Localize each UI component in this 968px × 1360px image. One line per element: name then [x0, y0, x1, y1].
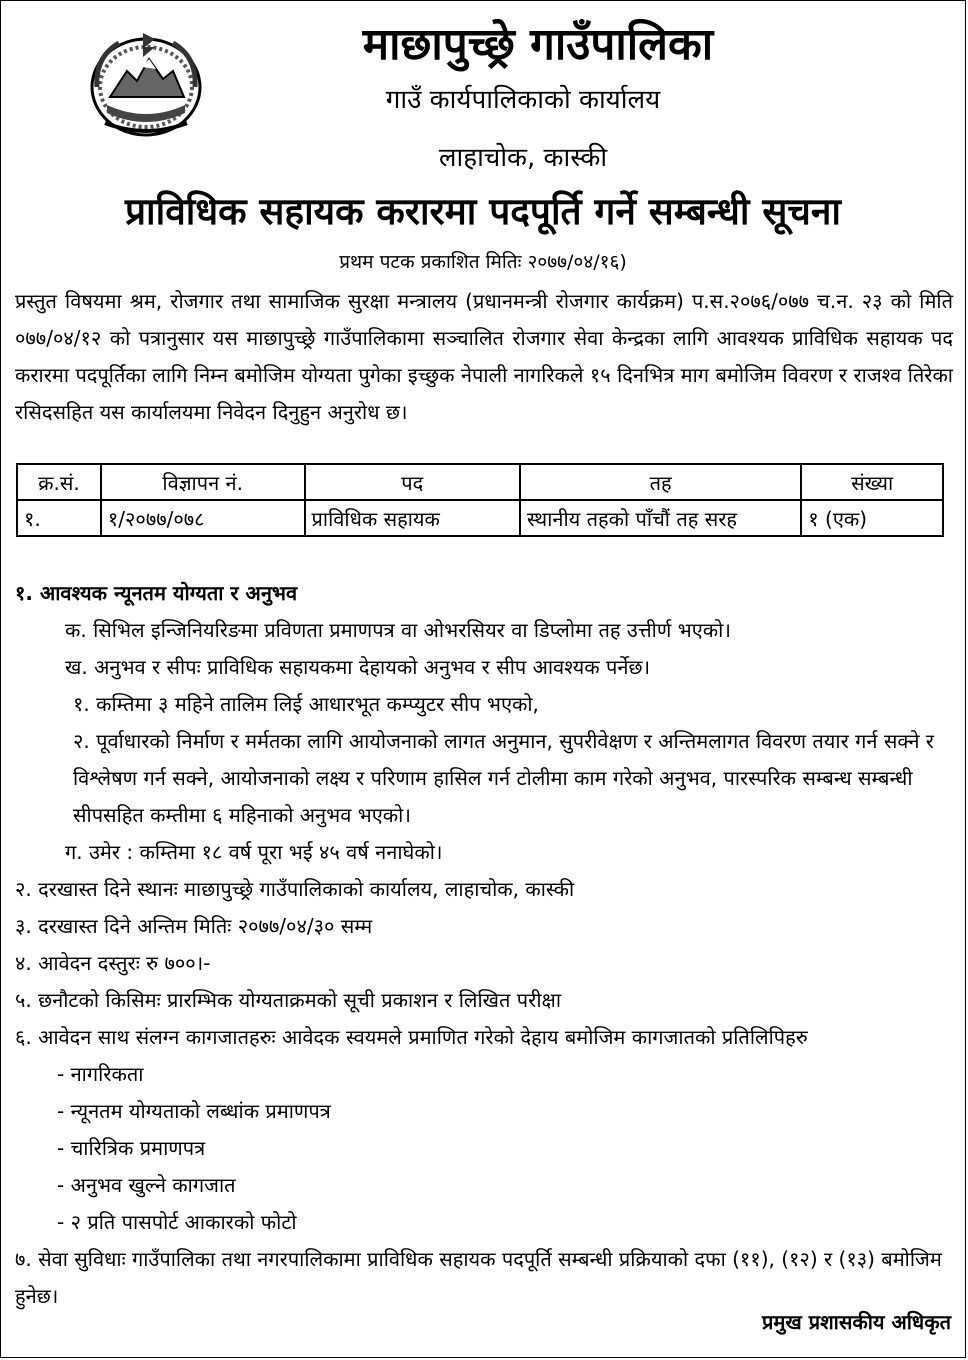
table-cell: १ (एक): [801, 500, 943, 536]
qualification-experience: ख. अनुभव र सीपः प्राविधिक सहायकमा देहायको अनुभव र सीप आवश्यक पर्नेछ।: [65, 655, 651, 679]
column-header: संख्या: [801, 464, 943, 500]
column-header: तह: [520, 464, 801, 500]
municipality-name: माछापुच्छ्रे गाउँपालिका: [362, 19, 714, 70]
section-application-place: २. दरखास्त दिने स्थानः माछापुच्छ्रे गाउँपालिकाको कार्यालय, लाहाचोक, कास्की: [15, 877, 575, 901]
section-documents: ६. आवेदन साथ संलग्न कागजातहरुः आवेदक स्वयमले प्रमाणित गरेको देहाय बमोजिम कागजातको प्रतिलिपिहरु: [15, 1025, 808, 1049]
table-cell: १.: [17, 500, 101, 536]
notice-body: [15, 575, 953, 1315]
published-date: प्रथम पटक प्रकाशित मितिः २०७७/०४/१६): [339, 251, 627, 273]
intro-paragraph: प्रस्तुत विषयमा श्रम, रोजगार तथा सामाजिक सुरक्षा मन्त्रालय (प्रधानमन्त्री रोजगार कार्यक्रम) प.स.२०७६/०७७ च.न. २३ को मिति ०७७/०४/१२ को पत्रानुसार यस माछापुच्छ्रे गाउँपालिकामा सञ्चालित रोजगार सेवा केन्द्रका लागि आवश्यक प्राविधिक सहायक पद करारमा पदपूर्तिका लागि निम्न बमोजिम योग्यता पुगेका इच्छुक नेपाली नागरिकले १५ दिनभित्र माग बमोजिम विवरण र राजश्व तिरेका रसिदसहित यस कार्यालयमा निवेदन दिनुहुन अनुरोध छ।: [15, 289, 953, 424]
table-header-row: [17, 464, 943, 500]
notice-title: प्राविधिक सहायक करारमा पदपूर्ति गर्ने सम्बन्धी सूचना: [124, 190, 842, 233]
section-facilities: ७. सेवा सुविधाः गाउँपालिका तथा नगरपालिकामा प्राविधिक सहायक पदपूर्ति सम्बन्धी प्रक्रियाको दफा (११), (१२) र (१३) बमोजिम हुनेछ।: [15, 1247, 942, 1308]
section-selection-method: ५. छनौटको किसिमः प्रारम्भिक योग्यताक्रमको सूची प्रकाशन र लिखित परीक्षा: [15, 988, 562, 1012]
office-name: गाउँ कार्यपालिकाको कार्यालय: [385, 85, 661, 115]
column-header: पद: [305, 464, 521, 500]
experience-item-1: १. कम्तिमा ३ महिने तालिम लिई आधारभूत कम्प्युटर सीप भएको,: [73, 692, 539, 716]
list-item: - नागरिकता: [57, 1062, 144, 1086]
column-header: विज्ञापन नं.: [101, 464, 305, 500]
table-row: [17, 500, 943, 536]
list-item: - २ प्रति पासपोर्ट आकारको फोटो: [57, 1210, 297, 1234]
signatory-title: प्रमुख प्रशासकीय अधिकृत: [762, 1310, 951, 1334]
list-item: - अनुभव खुल्ने कागजात: [57, 1173, 236, 1197]
section-fee: ४. आवेदन दस्तुरः रु ७००।-: [15, 951, 211, 975]
section-qualification-title: १. आवश्यक न्यूनतम योग्यता र अनुभव: [15, 581, 298, 605]
table-cell: प्राविधिक सहायक: [305, 500, 521, 536]
list-item: - चारित्रिक प्रमाणपत्र: [57, 1136, 206, 1160]
vacancy-table: [16, 463, 944, 537]
section-deadline: ३. दरखास्त दिने अन्तिम मितिः २०७७/०४/३० सम्म: [15, 914, 373, 938]
column-header: क्र.सं.: [17, 464, 101, 500]
office-address: लाहाचोक, कास्की: [438, 143, 608, 173]
qualification-education: क. सिभिल इन्जिनियरिङमा प्रविणता प्रमाणपत्र वा ओभरसियर वा डिप्लोमा तह उत्तीर्ण भएको।: [65, 618, 731, 642]
list-item: - न्यूनतम योग्यताको लब्धांक प्रमाणपत्र: [57, 1099, 331, 1123]
table-cell: १/२०७७/०७८: [101, 500, 305, 536]
table-cell: स्थानीय तहको पाँचौं तह सरह: [520, 500, 801, 536]
experience-item-2: २. पूर्वाधारको निर्माण र मर्मतका लागि आयोजनाको लागत अनुमान, सुपरीवेक्षण र अन्तिमलागत विवरण तयार गर्न सक्ने र विश्लेषण गर्न सक्ने, आयोजनाको लक्ष्य र परिणाम हासिल गर्न टोलीमा काम गरेको अनुभव, पारस्परिक सम्बन्ध सम्बन्धी सीपसहित कम्तीमा ६ महिनाको अनुभव भएको।: [73, 729, 934, 827]
qualification-age: ग. उमेर : कम्तिमा १८ वर्ष पूरा भई ४५ वर्ष ननाघेको।: [65, 840, 443, 864]
